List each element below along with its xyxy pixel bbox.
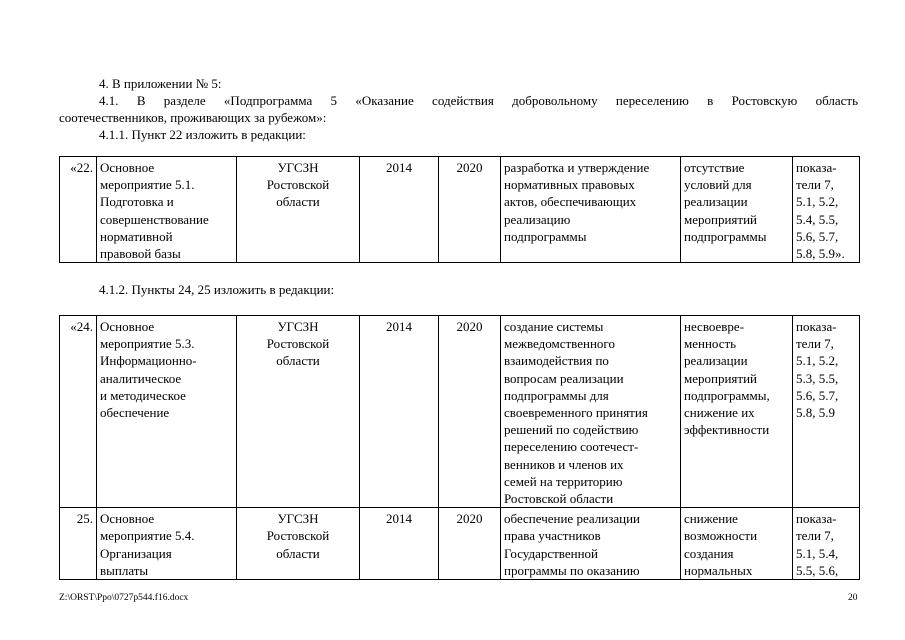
measure-name: Основное мероприятие 5.4. Организация выплаты	[97, 508, 237, 580]
consequence: снижение возможности создания нормальных	[681, 508, 793, 580]
table-item-22	[59, 156, 860, 263]
start-year: 2014	[360, 508, 439, 580]
expected-result: создание системы межведомственного взаимодействия по вопросам реализации подпрограммы для своевременного принятия решений по содействию переселению соотечест- венников и членов их семей на территорию Ростовской области	[501, 316, 681, 508]
executor: УГСЗН Ростовской области	[237, 157, 360, 263]
row-number: «24.	[60, 316, 97, 508]
footer-file-path: Z:\ORST\Ppo\0727p544.f16.docx	[59, 593, 189, 603]
end-year: 2020	[439, 157, 501, 263]
measure-name: Основное мероприятие 5.3. Информационно- аналитическое и методическое обеспечение	[97, 316, 237, 508]
start-year: 2014	[360, 316, 439, 508]
expected-result: обеспечение реализации права участников Государственной программы по оказанию	[501, 508, 681, 580]
end-year: 2020	[439, 508, 501, 580]
paragraph-section-line1: 4.1. В разделе «Подпрограмма 5 «Оказание содействия добровольному переселению в Ростовскую область	[99, 93, 858, 108]
indicator-link: показа- тели 7, 5.1, 5.2, 5.3, 5.5, 5.6, 5.7, 5.8, 5.9	[793, 316, 860, 508]
paragraph-items-24-25: 4.1.2. Пункты 24, 25 изложить в редакции:	[99, 282, 335, 297]
table-row	[60, 508, 860, 580]
measure-name: Основное мероприятие 5.1. Подготовка и совершенствование нормативной правовой базы	[97, 157, 237, 263]
consequence: отсутствие условий для реализации мероприятий подпрограммы	[681, 157, 793, 263]
executor: УГСЗН Ростовской области	[237, 316, 360, 508]
table-row	[60, 157, 860, 263]
table-items-24-25	[59, 315, 860, 580]
footer-page-number: 20	[848, 593, 858, 603]
consequence: несвоевре- менность реализации мероприятий подпрограммы, снижение их эффективности	[681, 316, 793, 508]
executor: УГСЗН Ростовской области	[237, 508, 360, 580]
start-year: 2014	[360, 157, 439, 263]
end-year: 2020	[439, 316, 501, 508]
paragraph-section-line2: соотечественников, проживающих за рубежом»:	[59, 110, 327, 125]
paragraph-appendix: 4. В приложении № 5:	[99, 76, 222, 91]
indicator-link: показа- тели 7, 5.1, 5.4, 5.5, 5.6,	[793, 508, 860, 580]
paragraph-item22: 4.1.1. Пункт 22 изложить в редакции:	[99, 127, 306, 142]
table-row	[60, 316, 860, 508]
row-number: 25.	[60, 508, 97, 580]
indicator-link: показа- тели 7, 5.1, 5.2, 5.4, 5.5, 5.6, 5.7, 5.8, 5.9».	[793, 157, 860, 263]
expected-result: разработка и утверждение нормативных правовых актов, обеспечивающих реализацию подпрограммы	[501, 157, 681, 263]
row-number: «22.	[60, 157, 97, 263]
